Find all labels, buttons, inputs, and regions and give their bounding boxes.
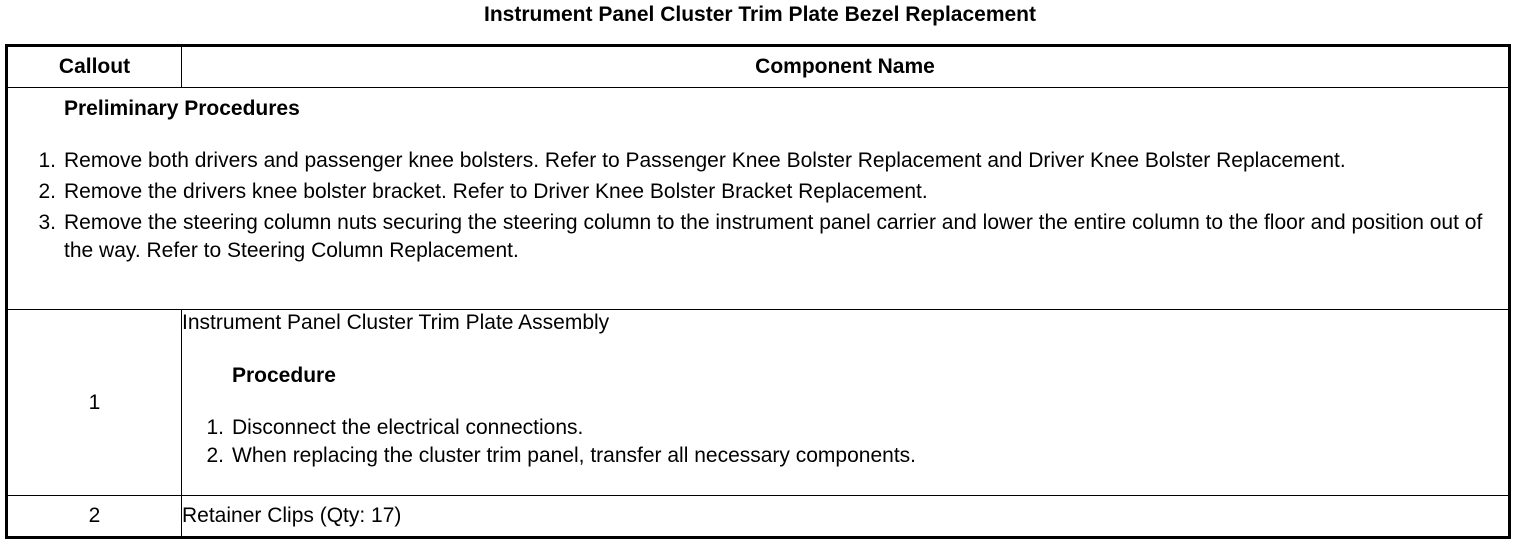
list-item — [196, 414, 1508, 442]
callout-number: 2 — [7, 496, 182, 538]
component-name-column-header: Component Name — [182, 46, 1510, 88]
procedure-steps-list — [196, 414, 1508, 470]
callout-column-header: Callout — [7, 46, 182, 88]
preliminary-procedures-heading: Preliminary Procedures — [64, 97, 300, 120]
preliminary-steps-list — [28, 147, 1494, 265]
step-text: Remove the steering column nuts securing the steering column to the instrument panel carrier and lower the entire column to the floor and position out of the way. Refer to Steering Column Replacement. — [64, 211, 1483, 262]
step-number: 1. — [38, 149, 56, 172]
table-row — [7, 496, 1510, 538]
preliminary-procedures-cell — [7, 88, 1510, 310]
component-name: Retainer Clips (Qty: 17) — [182, 496, 1510, 538]
list-item — [28, 178, 1494, 206]
step-number: 2. — [38, 180, 56, 203]
step-number: 3. — [38, 211, 56, 234]
table-header-row — [7, 46, 1510, 88]
table-row — [7, 310, 1510, 496]
step-number: 1. — [206, 416, 224, 439]
step-number: 2. — [206, 444, 224, 467]
step-text: When replacing the cluster trim panel, transfer all necessary components. — [232, 444, 916, 467]
preliminary-procedures-row — [7, 88, 1510, 310]
procedure-heading: Procedure — [232, 364, 336, 387]
component-name: Instrument Panel Cluster Trim Plate Assembly — [182, 311, 610, 334]
step-text: Remove the drivers knee bolster bracket. Refer to Driver Knee Bolster Bracket Replacement. — [64, 180, 928, 203]
step-text: Remove both drivers and passenger knee bolsters. Refer to Passenger Knee Bolster Replacement and Driver Knee Bolster Replacement. — [64, 149, 1346, 172]
step-text: Disconnect the electrical connections. — [232, 416, 584, 439]
document-title: Instrument Panel Cluster Trim Plate Bezel Replacement — [483, 3, 1036, 26]
component-table — [5, 44, 1511, 539]
list-item — [28, 147, 1494, 175]
component-cell — [182, 310, 1510, 496]
procedure-block — [196, 364, 1508, 470]
list-item — [28, 209, 1494, 265]
callout-number: 1 — [7, 310, 182, 496]
list-item — [196, 442, 1508, 470]
